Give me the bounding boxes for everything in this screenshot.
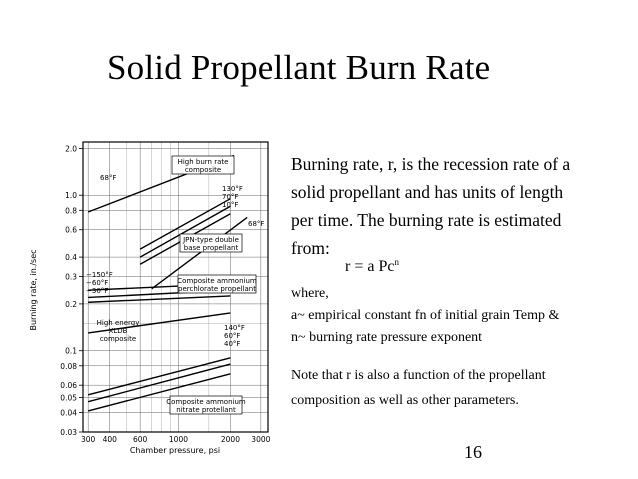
high-burn-label: composite [184, 166, 222, 174]
note-block [291, 363, 546, 413]
y-tick-label: 0.03 [60, 428, 77, 437]
x-tick-label: 1000 [168, 435, 189, 444]
x-tick-label: 3000 [251, 435, 271, 444]
where-line: where, [291, 286, 329, 301]
x-axis-label: Chamber pressure, psi [129, 446, 221, 455]
y-axis-label: Burning rate, in./sec [29, 249, 38, 331]
ap-temp-label: 10°F [222, 201, 239, 209]
body-line: from: [291, 238, 330, 258]
y-tick-label: 0.05 [60, 393, 77, 403]
y-tick-label: 0.1 [65, 346, 77, 356]
ap-temp-label: 70°F [222, 193, 239, 201]
where-line: a~ empirical constant fn of initial grain Temp & [291, 308, 560, 323]
an-label: Composite ammonium [166, 398, 246, 406]
x-tick-label: 300 [81, 435, 96, 444]
where-line: n~ burning rate pressure exponent [291, 330, 483, 345]
y-tick-label: 0.6 [65, 225, 77, 235]
an-temp-label: 60°F [224, 332, 241, 340]
ap-left-temp-label: −150°F [86, 271, 113, 279]
body-line: Burning rate, r, is the recession rate of a [291, 154, 571, 174]
ap-left-temp-label: −60°F [86, 279, 109, 287]
burn-rate-formula [345, 257, 399, 276]
x-ticks [81, 435, 271, 444]
y-tick-label: 0.3 [65, 272, 77, 282]
slide-title: Solid Propellant Burn Rate [107, 48, 491, 87]
an-temp-label: 140°F [224, 324, 245, 332]
an-temp-label: 40°F [224, 340, 241, 348]
note-line: Note that r is also a function of the propellant [291, 368, 546, 383]
chart-annotations [86, 156, 264, 414]
ap-left-temp-label: −30°F [86, 287, 109, 295]
ap-label: Composite ammonium [177, 277, 257, 285]
where-block [291, 283, 559, 349]
ap-label: perchlorate propellant [178, 285, 256, 293]
body-line: solid propellant and has units of length [291, 182, 564, 202]
x-tick-label: 2000 [220, 435, 240, 444]
jpn-temp-label: 68°F [248, 220, 265, 228]
x-tick-label: 600 [132, 435, 148, 444]
high-burn-temp-label: 68°F [100, 174, 117, 182]
note-line: composition as well as other parameters. [291, 393, 519, 408]
y-tick-label: 0.4 [65, 253, 77, 263]
jpn-label: base propellant [183, 244, 239, 252]
high-burn-label: High burn rate [177, 158, 229, 166]
body-paragraph [291, 150, 638, 262]
y-tick-label: 0.8 [65, 206, 77, 216]
formula-exponent: n [394, 257, 399, 267]
y-tick-label: 2.0 [65, 144, 77, 154]
y-tick-label: 1.0 [65, 191, 77, 201]
x-tick-label: 400 [102, 435, 117, 444]
y-tick-label: 0.06 [60, 381, 77, 391]
body-line: per time. The burning rate is estimated [291, 210, 562, 230]
formula-base: r = a Pc [345, 258, 395, 275]
y-tick-label: 0.08 [60, 361, 77, 371]
an-label: nitrate protellant [176, 406, 236, 414]
ap-temp-label: 130°F [222, 185, 243, 193]
page-number: 16 [464, 442, 482, 462]
y-tick-label: 0.2 [65, 299, 77, 309]
y-tick-label: 0.04 [60, 408, 77, 418]
xldb-label: High energy [96, 319, 140, 327]
jpn-label: JPN-type double [183, 236, 239, 244]
y-ticks [60, 144, 83, 437]
xldb-label: XLDB [108, 327, 128, 335]
xldb-label: composite [99, 335, 137, 343]
